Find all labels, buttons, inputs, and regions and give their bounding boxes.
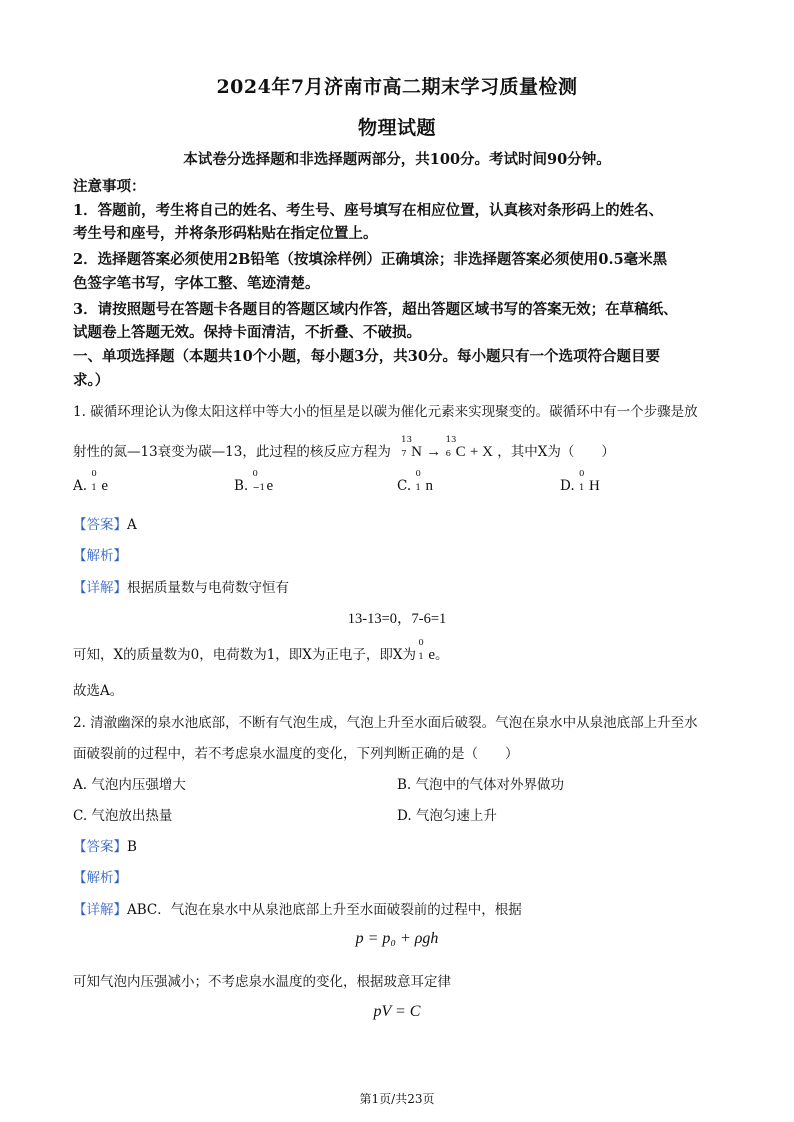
reaction-arrow: → [426,444,442,460]
plus-x: + X [469,444,493,460]
particle-symbol: e [428,647,435,663]
note-3-line-1: 3．请按照题号在答题卡各题目的答题区域内作答，超出答题区域书写的答案无效；在草稿纸、 [73,301,678,318]
conclusion-end: 。 [434,647,449,663]
n-symbol: N [411,444,422,460]
charge-number: −1 [252,483,266,493]
particle-symbol: n [425,478,433,494]
q1-option-a [73,469,109,495]
mass-number: 0 [252,469,258,479]
q2-line-after-formula: 可知气泡内压强减小；不考虑泉水温度的变化，根据玻意耳定律 [73,974,451,990]
carbon-nuclide [445,435,466,461]
exam-title: 2024年7月济南市高二期末学习质量检测 [216,76,578,98]
detail-text: 根据质量数与电荷数守恒有 [127,580,289,596]
q2-option-b: B. 气泡中的气体对外界做功 [397,777,565,793]
detail-tag: 【详解】 [73,902,127,918]
particle-symbol: H [588,478,600,494]
detail-text: ABC．气泡在泉水中从泉池底部上升至水面破裂前的过程中，根据 [127,902,522,918]
c-symbol: C [455,444,466,460]
option-nuclide [415,469,433,495]
note-2-line-2: 色签字笔书写，字体工整、笔迹清楚。 [73,275,320,292]
charge-number: 1 [578,483,585,493]
q1-answer [73,513,137,533]
nitrogen-nuclide [401,435,422,461]
charge-number: 1 [415,483,421,493]
option-label: A. [73,478,88,494]
mass-number: 0 [415,469,421,479]
q1-final: 故选A。 [73,683,124,699]
option-nuclide [252,469,274,495]
detail-tag: 【详解】 [73,580,127,596]
q1-option-c [397,469,433,495]
q1-analysis-tag: 【解析】 [73,548,127,564]
particle-symbol: e [101,478,109,494]
option-label: B. [234,478,249,494]
q2-option-a: A. 气泡内压强增大 [73,777,186,793]
option-label: D. [560,478,575,494]
q1-reaction-equation [401,435,497,460]
charge-number: 1 [91,483,97,493]
q2-answer [73,835,137,855]
q1-option-b [234,469,274,495]
answer-value: A [127,517,137,533]
q2-option-c: C. 气泡放出热量 [73,808,173,824]
answer-tag: 【答案】 [73,839,127,855]
c-mass-number: 13 [445,435,457,445]
option-label: C. [397,478,412,494]
section-1-heading-line-1: 一、单项选择题（本题共10个小题，每小题3分，共30分。每小题只有一个选项符合题目要 [73,348,660,365]
note-3-line-2: 试题卷上答题无效。保持卡面清洁，不折叠、不破损。 [73,324,421,341]
exam-subtitle: 物理试题 [357,117,436,139]
note-1-line-1: 1．答题前，考生将自己的姓名、考生号、座号填写在相应位置，认真核对条形码上的姓名、 [73,202,664,219]
mass-number: 0 [91,469,97,479]
option-nuclide [91,469,109,495]
q2-analysis-tag: 【解析】 [73,870,127,886]
conclusion-text: 可知，X的质量数为0，电荷数为1，即X为正电子，即X为 [73,647,417,663]
answer-value: B [127,839,137,855]
note-2-line-1: 2．选择题答案必须使用2B铅笔（按填涂样例）正确填涂；非选择题答案必须使用0.5毫米黑 [73,251,668,268]
charge-number: 1 [418,652,424,662]
q2-formula-pressure: p = p₀ + ρgh [355,930,439,947]
c-charge-number: 6 [445,449,452,459]
q1-option-d [560,469,600,495]
q1-conclusion [73,638,449,664]
q2-option-d: D. 气泡匀速上升 [397,808,497,824]
section-1-heading-line-2: 求。） [73,372,110,389]
q1-stem-line-2-tail: ，其中X为（ ） [497,444,615,460]
q1-detail [73,576,289,596]
page-number: 第1页/共23页 [359,1092,435,1106]
option-nuclide [578,469,600,495]
mass-number: 0 [418,638,424,648]
mass-number: 0 [578,469,585,479]
positron-nuclide [418,638,435,664]
q1-stem-line-2 [73,435,615,461]
q2-stem-line-1: 2. 清澈幽深的泉水池底部，不断有气泡生成，气泡上升至水面后破裂。气泡在泉水中从泉池底部上升至水 [73,715,698,731]
q1-stem-line-2-text: 射性的氮—13衰变为碳—13，此过程的核反应方程为 [73,444,391,460]
q2-detail [73,898,522,918]
note-1-line-2: 考生号和座号，并将条形码粘贴在指定位置上。 [73,225,378,242]
q2-formula-boyle: pV = C [373,1003,421,1020]
answer-tag: 【答案】 [73,517,127,533]
q1-calc: 13-13=0，7-6=1 [347,611,447,627]
particle-symbol: e [266,478,274,494]
n-mass-number: 13 [401,435,412,445]
exam-intro: 本试卷分选择题和非选择题两部分，共100分。考试时间90分钟。 [183,151,611,168]
q1-stem-line-1: 1. 碳循环理论认为像太阳这样中等大小的恒星是以碳为催化元素来实现聚变的。碳循环中有一个步骤是放 [73,404,698,420]
n-charge-number: 7 [401,449,407,459]
q2-stem-line-2: 面破裂前的过程中，若不考虑泉水温度的变化，下列判断正确的是（ ） [73,746,519,762]
notes-heading: 注意事项： [73,178,146,195]
